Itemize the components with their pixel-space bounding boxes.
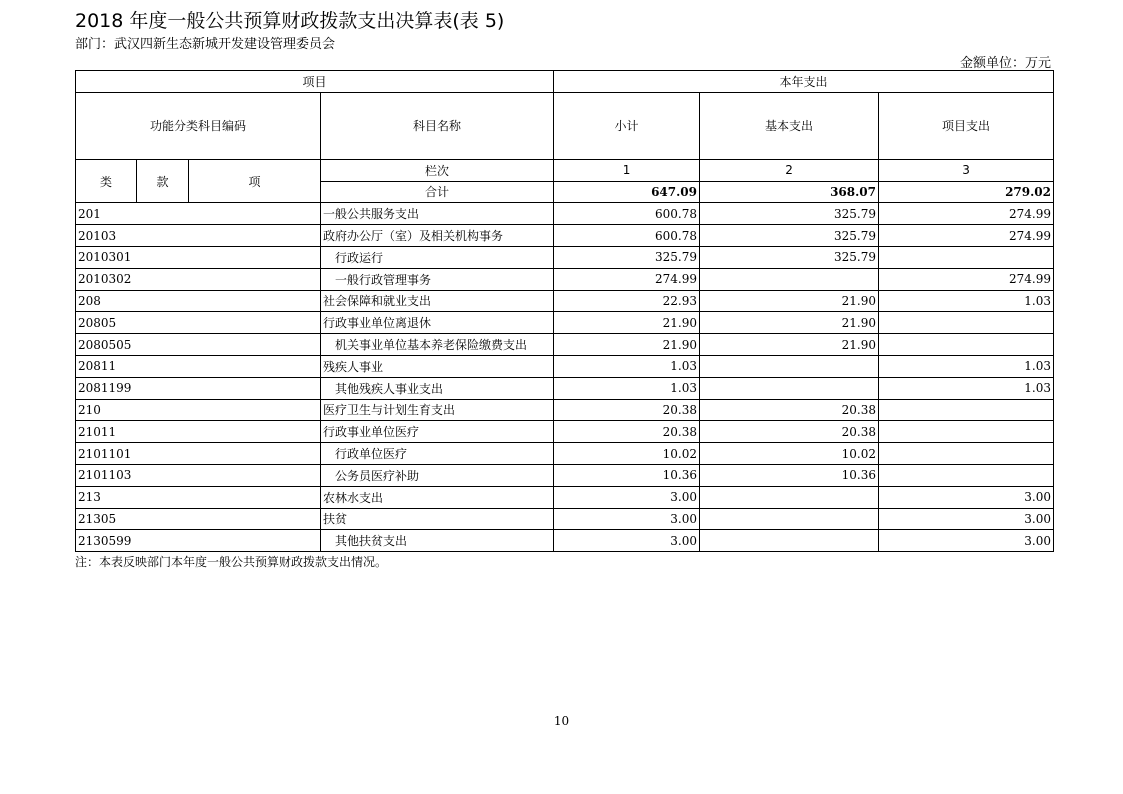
header-col-1: 1 [554,159,700,181]
row-code: 213 [76,486,321,508]
row-code: 2080505 [76,334,321,356]
header-row-3 [76,159,1054,181]
header-subject-name: 科目名称 [321,92,554,159]
table-row [76,246,1054,268]
row-project [879,464,1054,486]
row-basic [700,377,879,399]
row-subtotal: 21.90 [554,334,700,356]
row-code: 2010302 [76,268,321,290]
row-project [879,421,1054,443]
header-col-2: 2 [700,159,879,181]
row-subject-name: 行政运行 [321,246,554,268]
table-row [76,508,1054,530]
table-row [76,464,1054,486]
header-func-code: 功能分类科目编码 [76,92,321,159]
row-subject-name: 行政单位医疗 [321,443,554,465]
header-subtotal: 小计 [554,92,700,159]
row-subtotal: 3.00 [554,530,700,552]
row-code: 208 [76,290,321,312]
row-basic: 10.02 [700,443,879,465]
row-code: 2010301 [76,246,321,268]
row-subject-name: 社会保障和就业支出 [321,290,554,312]
header-kuan: 款 [137,159,189,203]
table-row [76,203,1054,225]
row-project [879,443,1054,465]
row-code: 2081199 [76,377,321,399]
table-row [76,421,1054,443]
row-project: 1.03 [879,290,1054,312]
row-project: 1.03 [879,377,1054,399]
row-subtotal: 10.02 [554,443,700,465]
row-subject-name: 农林水支出 [321,486,554,508]
table-row [76,334,1054,356]
page-number: 10 [553,714,570,728]
row-subject-name: 其他残疾人事业支出 [321,377,554,399]
row-project [879,334,1054,356]
table-row [76,399,1054,421]
total-basic: 368.07 [700,181,879,203]
row-subject-name: 行政事业单位离退休 [321,312,554,334]
row-subtotal: 325.79 [554,246,700,268]
row-subtotal: 1.03 [554,355,700,377]
row-basic [700,268,879,290]
table-row [76,530,1054,552]
row-project: 3.00 [879,508,1054,530]
header-basic: 基本支出 [700,92,879,159]
row-subtotal: 21.90 [554,312,700,334]
row-code: 2101103 [76,464,321,486]
table-row [76,268,1054,290]
total-subtotal: 647.09 [554,181,700,203]
row-code: 21305 [76,508,321,530]
table-row [76,486,1054,508]
row-subject-name: 残疾人事业 [321,355,554,377]
total-label: 合计 [321,181,554,203]
table-row [76,443,1054,465]
row-project: 274.99 [879,203,1054,225]
row-subtotal: 274.99 [554,268,700,290]
row-subject-name: 公务员医疗补助 [321,464,554,486]
row-basic [700,486,879,508]
header-project: 项目 [76,71,554,93]
row-subtotal: 22.93 [554,290,700,312]
row-subtotal: 3.00 [554,486,700,508]
header-row-1 [76,71,1054,93]
row-project [879,399,1054,421]
total-project: 279.02 [879,181,1054,203]
expense-table [75,70,1054,552]
table-row [76,290,1054,312]
row-code: 210 [76,399,321,421]
header-xiang: 项 [189,159,321,203]
row-code: 21011 [76,421,321,443]
header-lei: 类 [76,159,137,203]
table-row [76,312,1054,334]
row-code: 2130599 [76,530,321,552]
row-subject-name: 政府办公厅（室）及相关机构事务 [321,225,554,247]
row-project: 274.99 [879,225,1054,247]
row-basic: 325.79 [700,225,879,247]
row-subtotal: 20.38 [554,399,700,421]
row-basic [700,530,879,552]
row-basic [700,355,879,377]
row-subject-name: 一般公共服务支出 [321,203,554,225]
header-current-year-expense: 本年支出 [554,71,1054,93]
row-subtotal: 600.78 [554,225,700,247]
table-row [76,355,1054,377]
amount-unit-label: 金额单位：万元 [959,56,1051,71]
header-col-3: 3 [879,159,1054,181]
row-subtotal: 3.00 [554,508,700,530]
row-basic: 325.79 [700,203,879,225]
row-project: 3.00 [879,530,1054,552]
row-subject-name: 行政事业单位医疗 [321,421,554,443]
header-column-order: 栏次 [321,159,554,181]
row-subtotal: 10.36 [554,464,700,486]
table-row [76,377,1054,399]
row-basic: 20.38 [700,399,879,421]
row-subtotal: 600.78 [554,203,700,225]
row-basic: 10.36 [700,464,879,486]
row-project [879,312,1054,334]
footnote: 注：本表反映部门本年度一般公共预算财政拨款支出情况。 [75,555,388,569]
table-row [76,225,1054,247]
header-project-expense: 项目支出 [879,92,1054,159]
row-basic [700,508,879,530]
row-basic: 325.79 [700,246,879,268]
department-label: 部门：武汉四新生态新城开发建设管理委员会 [75,37,336,52]
row-basic: 21.90 [700,312,879,334]
header-row-2 [76,92,1054,159]
row-code: 201 [76,203,321,225]
page-title: 2018 年度一般公共预算财政拨款支出决算表(表 5) [75,10,505,32]
row-basic: 20.38 [700,421,879,443]
row-code: 20103 [76,225,321,247]
row-subject-name: 机关事业单位基本养老保险缴费支出 [321,334,554,356]
row-project: 1.03 [879,355,1054,377]
row-basic: 21.90 [700,290,879,312]
row-basic: 21.90 [700,334,879,356]
row-subject-name: 医疗卫生与计划生育支出 [321,399,554,421]
row-subtotal: 1.03 [554,377,700,399]
row-code: 20805 [76,312,321,334]
row-project: 3.00 [879,486,1054,508]
row-subject-name: 其他扶贫支出 [321,530,554,552]
row-subject-name: 扶贫 [321,508,554,530]
row-project: 274.99 [879,268,1054,290]
row-subtotal: 20.38 [554,421,700,443]
row-code: 2101101 [76,443,321,465]
row-code: 20811 [76,355,321,377]
row-subject-name: 一般行政管理事务 [321,268,554,290]
row-project [879,246,1054,268]
